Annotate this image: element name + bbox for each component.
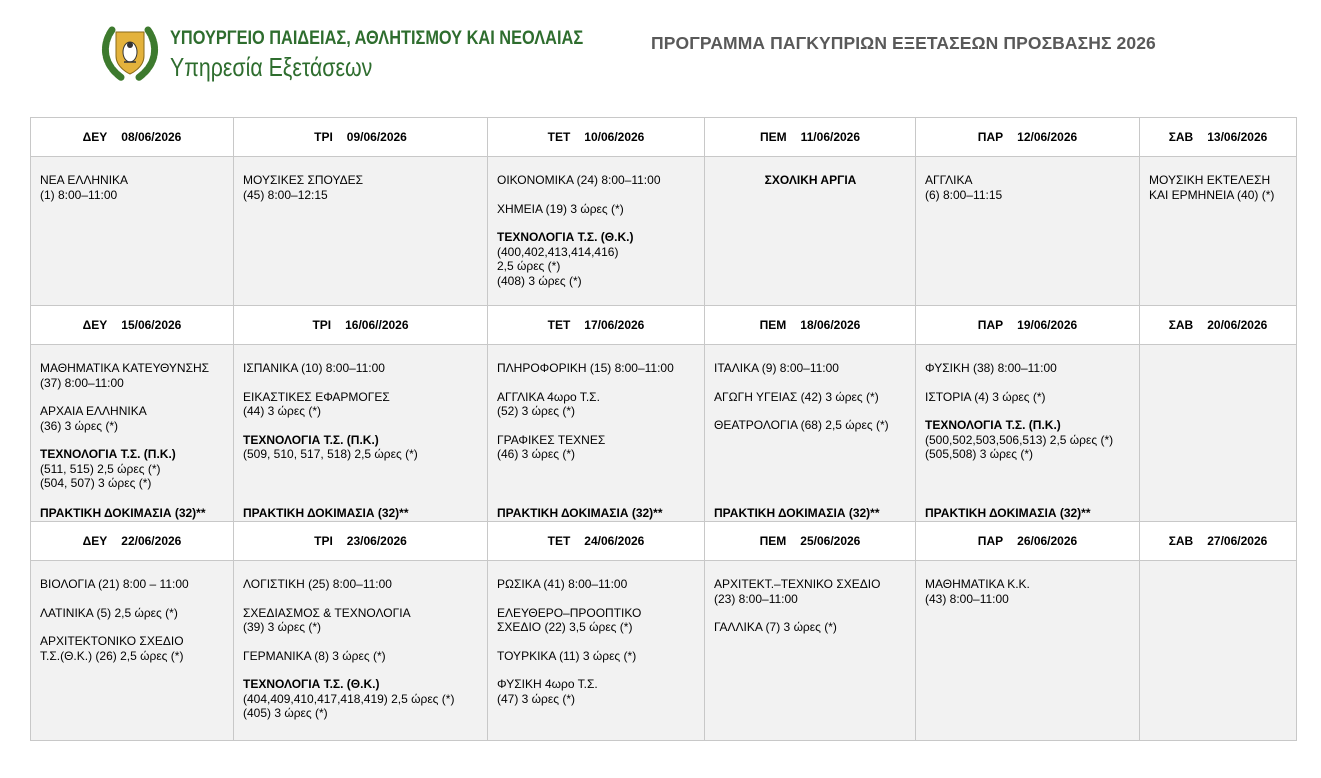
exam-entry-line: ΤΕΧΝΟΛΟΓΙΑ Τ.Σ. (Π.Κ.) [925, 418, 1061, 432]
exam-day-cell [234, 345, 488, 522]
day-date: 09/06/2026 [346, 129, 407, 144]
exam-day-cell [705, 345, 916, 522]
exam-list [31, 345, 233, 491]
exam-entry-line: (1) 8:00–11:00 [40, 187, 118, 202]
exam-entry-line: ΕΙΚΑΣΤΙΚΕΣ ΕΦΑΡΜΟΓΕΣ [243, 389, 390, 404]
exam-entry-line: ΜΟΥΣΙΚΗ ΕΚΤΕΛΕΣΗ [1149, 173, 1271, 187]
exam-entry [40, 404, 225, 433]
exam-entry-line: 2,5 ώρες (*) [497, 259, 561, 273]
exam-day-cell [31, 561, 234, 741]
exam-entry-line: ΙΤΑΛΙΚΑ (9) 8:00–11:00 [714, 361, 839, 375]
exam-entry [714, 390, 907, 405]
exam-list [1140, 561, 1296, 577]
day-header-cell [705, 118, 916, 157]
day-date: 18/06/2026 [800, 317, 861, 332]
day-date: 11/06/2026 [800, 129, 861, 144]
exam-list [705, 157, 915, 188]
exam-entry [497, 202, 696, 217]
exam-day-cell [1140, 345, 1297, 522]
exam-entry [925, 361, 1131, 376]
exam-entry-line: (6) 8:00–11:15 [925, 187, 1003, 202]
exam-entry-line: ΝΕΑ ΕΛΛΗΝΙΚΑ [40, 173, 129, 187]
exam-day-cell [488, 561, 705, 741]
exam-entry-line: ΧΗΜΕΙΑ (19) 3 ώρες (*) [497, 201, 624, 216]
day-header-cell [1140, 306, 1297, 345]
exam-entry-line: (47) 3 ώρες (*) [497, 691, 576, 706]
exam-entry [497, 677, 696, 706]
holiday-label [714, 173, 907, 188]
day-date: 08/06/2026 [121, 129, 182, 144]
day-date: 25/06/2026 [800, 533, 861, 548]
exam-list [31, 561, 233, 663]
exam-entry-line: (500,502,503,506,513) 2,5 ώρες (*) [925, 432, 1114, 447]
exam-entry-line: ΒΙΟΛΟΓΙΑ (21) 8:00 – 11:00 [40, 577, 189, 591]
exam-entry-line: ΟΙΚΟΝΟΜΙΚΑ (24) 8:00–11:00 [497, 173, 661, 187]
exam-entry-line: ΜΟΥΣΙΚΕΣ ΣΠΟΥΔΕΣ [243, 173, 364, 187]
day-name: ΠΑΡ [977, 533, 1004, 548]
exam-day-cell [1140, 157, 1297, 306]
exam-entry [40, 447, 225, 491]
exam-entry-line: ΙΣΤΟΡΙΑ (4) 3 ώρες (*) [925, 389, 1046, 404]
exam-entry-line: ΑΓΓΛΙΚΑ [925, 173, 973, 187]
exam-entry-line: (45) 8:00–12:15 [243, 187, 328, 202]
day-date: 23/06/2026 [346, 533, 407, 548]
day-name: ΤΡΙ [314, 129, 333, 144]
exam-entry [40, 634, 225, 663]
exam-entry [243, 361, 479, 376]
exam-entry [40, 361, 225, 390]
exam-entry-line: (36) 3 ώρες (*) [40, 418, 119, 433]
exam-list [234, 561, 487, 721]
exam-entry-line: (511, 515) 2,5 ώρες (*) [40, 461, 161, 476]
exam-entry-line: ΡΩΣΙΚΑ (41) 8:00–11:00 [497, 577, 628, 591]
exam-list [916, 157, 1139, 202]
exam-entry-line: ΓΑΛΛΙΚΑ (7) 3 ώρες (*) [714, 620, 837, 634]
exam-entry-line: (44) 3 ώρες (*) [243, 404, 322, 418]
exam-entry-line: (46) 3 ώρες (*) [497, 447, 576, 461]
day-header-cell [234, 118, 488, 157]
day-header-cell [488, 118, 705, 157]
practical-exam-note: ΠΡΑΚΤΙΚΗ ΔΟΚΙΜΑΣΙΑ (32)** [714, 505, 880, 520]
week-day-header-row [31, 522, 1297, 561]
exam-entry-line: ΛΑΤΙΝΙΚΑ (5) 2,5 ώρες (*) [40, 605, 178, 620]
exam-entry [497, 433, 696, 462]
exam-entry [243, 390, 479, 419]
practical-exam-note: ΠΡΑΚΤΙΚΗ ΔΟΚΙΜΑΣΙΑ (32)** [497, 505, 663, 520]
exam-entry-line: (408) 3 ώρες (*) [497, 273, 582, 288]
day-name: ΣΑΒ [1168, 317, 1194, 332]
exam-list [916, 345, 1139, 462]
exam-entry-line: (52) 3 ώρες (*) [497, 404, 576, 418]
day-header-cell [1140, 522, 1297, 561]
exam-entry-line: ΑΡΧΙΤΕΚΤΟΝΙΚΟ ΣΧΕΔΙΟ [40, 634, 184, 648]
exam-day-cell [31, 345, 234, 522]
day-header-cell [31, 118, 234, 157]
day-name: ΔΕΥ [82, 317, 108, 332]
exam-list [234, 345, 487, 462]
day-date: 20/06/2026 [1207, 317, 1268, 332]
exam-entry [497, 361, 696, 376]
exam-entry [497, 390, 696, 419]
exam-entry [1149, 173, 1288, 202]
day-date: 27/06/2026 [1207, 533, 1268, 548]
exam-entry [40, 606, 225, 621]
day-header-cell [488, 306, 705, 345]
week-day-header-row [31, 306, 1297, 345]
exam-entry [497, 649, 696, 664]
exam-entry-line: ΣΧΟΛΙΚΗ ΑΡΓΙΑ [764, 173, 857, 187]
exam-entry-line: ΑΡΧΙΤΕΚΤ.–ΤΕΧΝΙΚΟ ΣΧΕΔΙΟ [714, 577, 881, 591]
exam-list [31, 157, 233, 202]
exam-entry-line: (405) 3 ώρες (*) [243, 706, 328, 720]
day-name: ΔΕΥ [82, 129, 108, 144]
day-name: ΠΕΜ [759, 317, 787, 332]
exam-entry-line: ΤΕΧΝΟΛΟΓΙΑ Τ.Σ. (Π.Κ.) [40, 447, 176, 461]
service-name: Υπηρεσία Εξετάσεων [170, 52, 373, 82]
exam-list [705, 345, 915, 433]
exam-entry-line: ΘΕΑΤΡΟΛΟΓΙΑ (68) 2,5 ώρες (*) [714, 418, 889, 432]
exam-entry-line: ΛΟΓΙΣΤΙΚΗ (25) 8:00–11:00 [243, 577, 392, 591]
exam-list [234, 157, 487, 202]
day-header-cell [916, 118, 1140, 157]
day-header-cell [916, 522, 1140, 561]
exam-entry [925, 418, 1131, 462]
exam-entry [714, 418, 907, 433]
exam-entry-line: (400,402,413,414,416) [497, 244, 619, 259]
exam-entry-line: ΚΑΙ ΕΡΜΗΝΕΙΑ (40) (*) [1149, 187, 1275, 202]
exam-entry-line: ΜΑΘΗΜΑΤΙΚΑ ΚΑΤΕΥΘΥΝΣΗΣ [40, 361, 210, 375]
exam-entry-line: (505,508) 3 ώρες (*) [925, 447, 1034, 461]
exam-day-cell [916, 561, 1140, 741]
exam-day-cell [916, 157, 1140, 306]
exam-entry-line: ΓΡΑΦΙΚΕΣ ΤΕΧΝΕΣ [497, 432, 606, 447]
practical-exam-note: ΠΡΑΚΤΙΚΗ ΔΟΚΙΜΑΣΙΑ (32)** [40, 505, 206, 520]
exam-list [1140, 157, 1296, 202]
day-name: ΤΡΙ [314, 533, 333, 548]
day-name: ΣΑΒ [1168, 129, 1194, 144]
exam-entry [714, 361, 907, 376]
ministry-name: ΥΠΟΥΡΓΕΙΟ ΠΑΙΔΕΙΑΣ, ΑΘΛΗΤΙΣΜΟΥ ΚΑΙ ΝΕΟΛΑΙΑΣ [170, 28, 584, 49]
week-exams-row [31, 345, 1297, 522]
day-header-cell [916, 306, 1140, 345]
day-name: ΣΑΒ [1168, 533, 1194, 548]
exam-entry [243, 649, 479, 664]
exam-entry-line: ΑΓΓΛΙΚΑ 4ωρο Τ.Σ. [497, 389, 600, 404]
day-date: 15/06/2026 [121, 317, 182, 332]
exam-entry-line: ΓΕΡΜΑΝΙΚΑ (8) 3 ώρες (*) [243, 648, 386, 663]
practical-exam-note: ΠΡΑΚΤΙΚΗ ΔΟΚΙΜΑΣΙΑ (32)** [925, 505, 1091, 520]
week-exams-row [31, 157, 1297, 306]
day-name: ΤΡΙ [312, 317, 332, 332]
day-date: 22/06/2026 [121, 533, 182, 548]
exam-entry [497, 577, 696, 592]
day-header-cell [31, 522, 234, 561]
day-date: 24/06/2026 [584, 533, 645, 548]
exam-list [488, 561, 704, 706]
exam-list [488, 345, 704, 462]
exam-entry [925, 577, 1131, 606]
exam-entry-line: (404,409,410,417,418,419) 2,5 ώρες (*) [243, 691, 455, 706]
document-title: ΠΡΟΓΡΑΜΜΑ ΠΑΓΚΥΠΡΙΩΝ ΕΞΕΤΑΣΕΩΝ ΠΡΟΣΒΑΣΗΣ 2026 [651, 33, 1156, 53]
day-header-cell [234, 522, 488, 561]
week-day-header-row [31, 118, 1297, 157]
day-name: ΔΕΥ [82, 533, 108, 548]
exam-entry-line: ΣΧΕΔΙΟ (22) 3,5 ώρες (*) [497, 620, 633, 634]
exam-entry-line: ΣΧΕΔΙΑΣΜΟΣ & ΤΕΧΝΟΛΟΓΙΑ [243, 605, 411, 620]
exam-entry-line: (504, 507) 3 ώρες (*) [40, 476, 152, 490]
day-name: ΤΕΤ [547, 533, 571, 548]
exam-list [488, 157, 704, 288]
exam-entry [925, 173, 1131, 202]
exam-entry-line: (509, 510, 517, 518) 2,5 ώρες (*) [243, 447, 418, 461]
exam-entry-line: (43) 8:00–11:00 [925, 591, 1009, 606]
exam-day-cell [1140, 561, 1297, 741]
exam-entry-line: (39) 3 ώρες (*) [243, 620, 322, 634]
exam-entry [714, 620, 907, 635]
exam-entry [497, 606, 696, 635]
exam-entry-line: ΦΥΣΙΚΗ 4ωρο Τ.Σ. [497, 677, 598, 691]
exam-entry [243, 577, 479, 592]
day-header-cell [1140, 118, 1297, 157]
exam-entry-line: ΙΣΠΑΝΙΚΑ (10) 8:00–11:00 [243, 361, 385, 375]
day-date: 12/06/2026 [1017, 129, 1078, 144]
exam-entry [497, 230, 696, 288]
exam-day-cell [705, 157, 916, 306]
exam-entry [243, 173, 479, 202]
exam-list [705, 561, 915, 635]
page-header [0, 0, 1321, 110]
day-name: ΤΕΤ [547, 317, 571, 332]
exam-entry-line: Τ.Σ.(Θ.Κ.) (26) 2,5 ώρες (*) [40, 648, 184, 663]
day-header-cell [705, 522, 916, 561]
exam-entry [925, 390, 1131, 405]
day-name: ΠΕΜ [759, 129, 787, 144]
exam-day-cell [488, 157, 705, 306]
exam-entry [40, 577, 225, 592]
cyprus-coat-of-arms-icon [100, 22, 160, 84]
day-name: ΠΑΡ [977, 317, 1004, 332]
exam-entry-line: ΑΡΧΑΙΑ ΕΛΛΗΝΙΚΑ [40, 404, 147, 418]
exam-entry-line: ΤΕΧΝΟΛΟΓΙΑ Τ.Σ. (Π.Κ.) [243, 432, 379, 447]
day-date: 10/06/2026 [584, 129, 645, 144]
exam-entry [497, 173, 696, 188]
week-exams-row [31, 561, 1297, 741]
exam-entry [714, 577, 907, 606]
exam-entry-line: ΤΕΧΝΟΛΟΓΙΑ Τ.Σ. (Θ.Κ.) [243, 677, 380, 691]
day-header-cell [31, 306, 234, 345]
day-name: ΠΕΜ [759, 533, 787, 548]
exam-day-cell [234, 561, 488, 741]
exam-entry-line: (23) 8:00–11:00 [714, 591, 798, 606]
exam-entry [243, 677, 479, 721]
exam-day-cell [234, 157, 488, 306]
day-header-cell [488, 522, 705, 561]
day-header-cell [705, 306, 916, 345]
exam-entry-line: ΕΛΕΥΘΕΡΟ–ΠΡΟΟΠΤΙΚΟ [497, 605, 642, 620]
day-name: ΠΑΡ [977, 129, 1004, 144]
day-date: 17/06/2026 [584, 317, 645, 332]
exam-entry-line: (37) 8:00–11:00 [40, 375, 124, 390]
practical-exam-note: ΠΡΑΚΤΙΚΗ ΔΟΚΙΜΑΣΙΑ (32)** [243, 505, 409, 520]
exam-schedule-table [30, 117, 1297, 741]
exam-list [1140, 345, 1296, 361]
exam-day-cell [31, 157, 234, 306]
exam-entry-line: ΠΛΗΡΟΦΟΡΙΚΗ (15) 8:00–11:00 [497, 361, 674, 375]
exam-day-cell [705, 561, 916, 741]
exam-entry-line: ΑΓΩΓΗ ΥΓΕΙΑΣ (42) 3 ώρες (*) [714, 389, 879, 404]
exam-entry-line: ΤΕΧΝΟΛΟΓΙΑ Τ.Σ. (Θ.Κ.) [497, 230, 634, 244]
exam-entry [243, 606, 479, 635]
exam-day-cell [916, 345, 1140, 522]
day-date: 13/06/2026 [1207, 129, 1268, 144]
day-date: 19/06/2026 [1017, 317, 1078, 332]
day-date: 16/06//2026 [345, 317, 409, 332]
exam-entry [243, 433, 479, 462]
exam-day-cell [488, 345, 705, 522]
day-header-cell [234, 306, 488, 345]
day-name: ΤΕΤ [547, 129, 571, 144]
exam-entry-line: ΜΑΘΗΜΑΤΙΚΑ Κ.Κ. [925, 577, 1030, 591]
exam-entry [40, 173, 225, 202]
exam-entry-line: ΦΥΣΙΚΗ (38) 8:00–11:00 [925, 361, 1057, 375]
exam-entry-line: ΤΟΥΡΚΙΚΑ (11) 3 ώρες (*) [497, 648, 637, 663]
day-date: 26/06/2026 [1017, 533, 1078, 548]
exam-list [916, 561, 1139, 606]
